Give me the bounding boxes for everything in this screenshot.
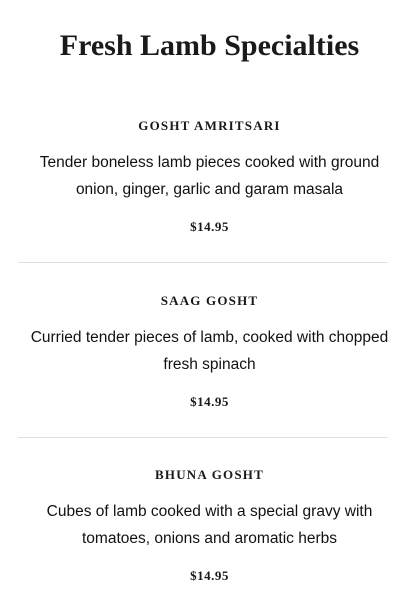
item-description: Curried tender pieces of lamb, cooked with chopped fresh spinach <box>30 329 389 373</box>
item-name: GOSHT AMRITSARI <box>138 118 281 133</box>
item-price: $14.95 <box>190 394 229 409</box>
divider <box>18 437 388 438</box>
item-price: $14.95 <box>190 568 229 583</box>
page-title: Fresh Lamb Specialties <box>59 29 360 62</box>
menu-item-bhuna-gosht <box>0 467 419 584</box>
divider <box>18 262 388 263</box>
item-description: Cubes of lamb cooked with a special gravy with tomatoes, onions and aromatic herbs <box>46 503 373 547</box>
item-description: Tender boneless lamb pieces cooked with ground onion, ginger, garlic and garam masala <box>39 154 380 198</box>
menu-item-saag-gosht <box>0 293 419 410</box>
item-name: BHUNA GOSHT <box>155 467 264 482</box>
item-price: $14.95 <box>190 219 229 234</box>
menu-item-gosht-amritsari <box>0 118 419 235</box>
item-name: SAAG GOSHT <box>160 293 259 308</box>
